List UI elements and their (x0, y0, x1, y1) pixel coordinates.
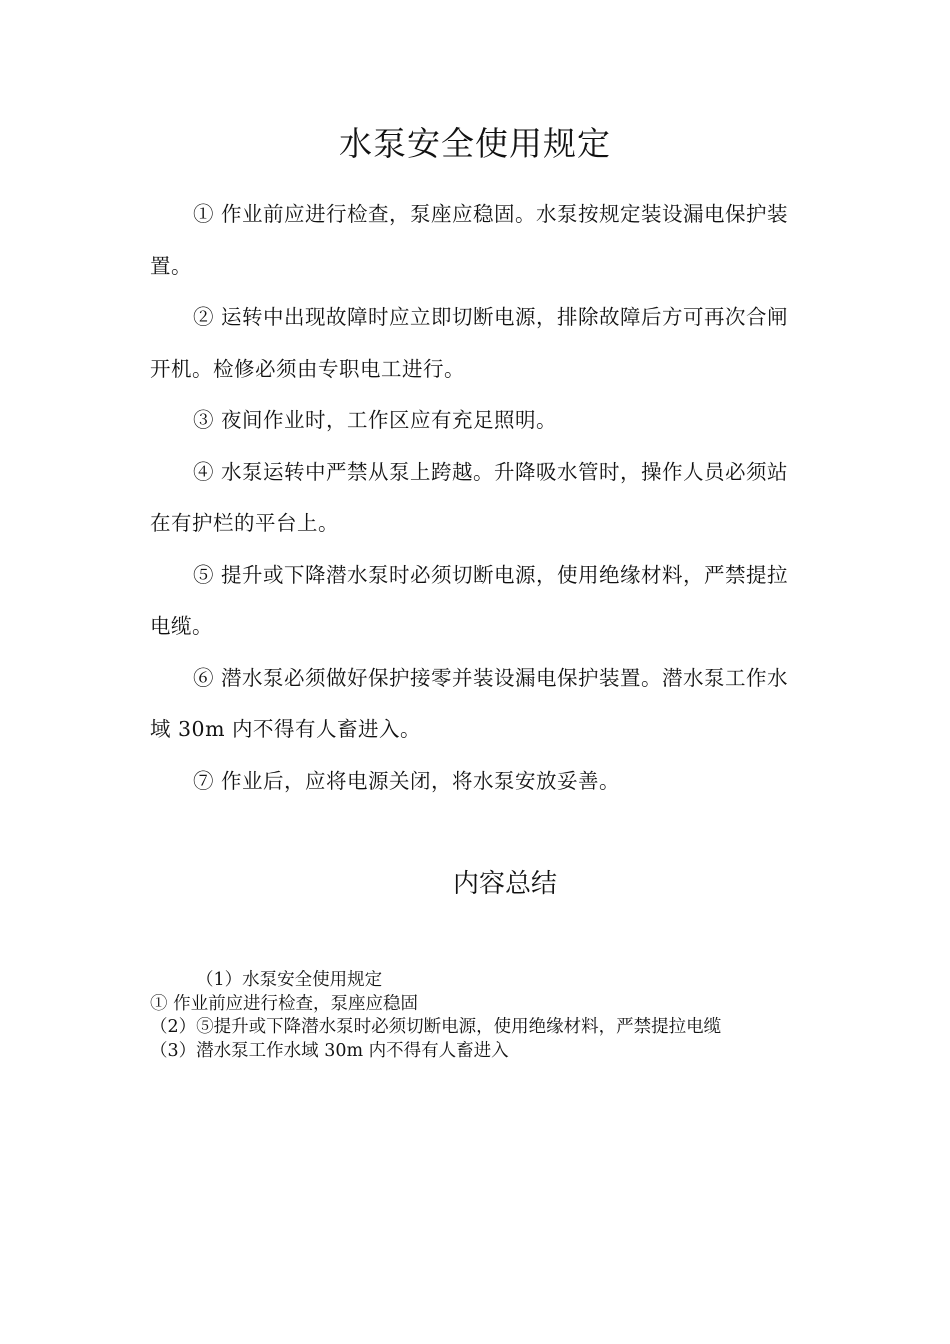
summary-line-1: （1）水泵安全使用规定 (196, 970, 383, 990)
summary-line-2: ① 作业前应进行检查，泵座应稳固 (150, 993, 419, 1014)
rule-item-7: ⑦ 作业后，应将电源关闭，将水泵安放妥善。 (193, 768, 621, 793)
summary-line-4: （3）潜水泵工作水域 30m 内不得有人畜进入 (150, 1040, 509, 1061)
summary-title: 内容总结 (452, 869, 557, 899)
summary-section (150, 969, 790, 1063)
rule-item-2: ② 运转中出现故障时应立即切断电源，排除故障后方可再次合闸开机。检修必须由专职电工进行。 (150, 305, 789, 381)
rule-item-5: ⑤ 提升或下降潜水泵时必须切断电源，使用绝缘材料，严禁提拉电缆。 (150, 562, 789, 638)
page-title: 水泵安全使用规定 (339, 124, 611, 163)
rule-item-1: ① 作业前应进行检查，泵座应稳固。水泵按规定装设漏电保护装置。 (150, 202, 789, 278)
rule-item-4: ④ 水泵运转中严禁从泵上跨越。升降吸水管时，操作人员必须站在有护栏的平台上。 (150, 459, 789, 535)
summary-line-3: （2）⑤提升或下降潜水泵时必须切断电源，使用绝缘材料，严禁提拉电缆 (150, 1017, 722, 1037)
rule-item-6: ⑥ 潜水泵必须做好保护接零并装设漏电保护装置。潜水泵工作水域 30m 内不得有人畜进入。 (150, 665, 789, 741)
rules-list (150, 189, 805, 807)
rule-item-3: ③ 夜间作业时，工作区应有充足照明。 (193, 408, 558, 432)
